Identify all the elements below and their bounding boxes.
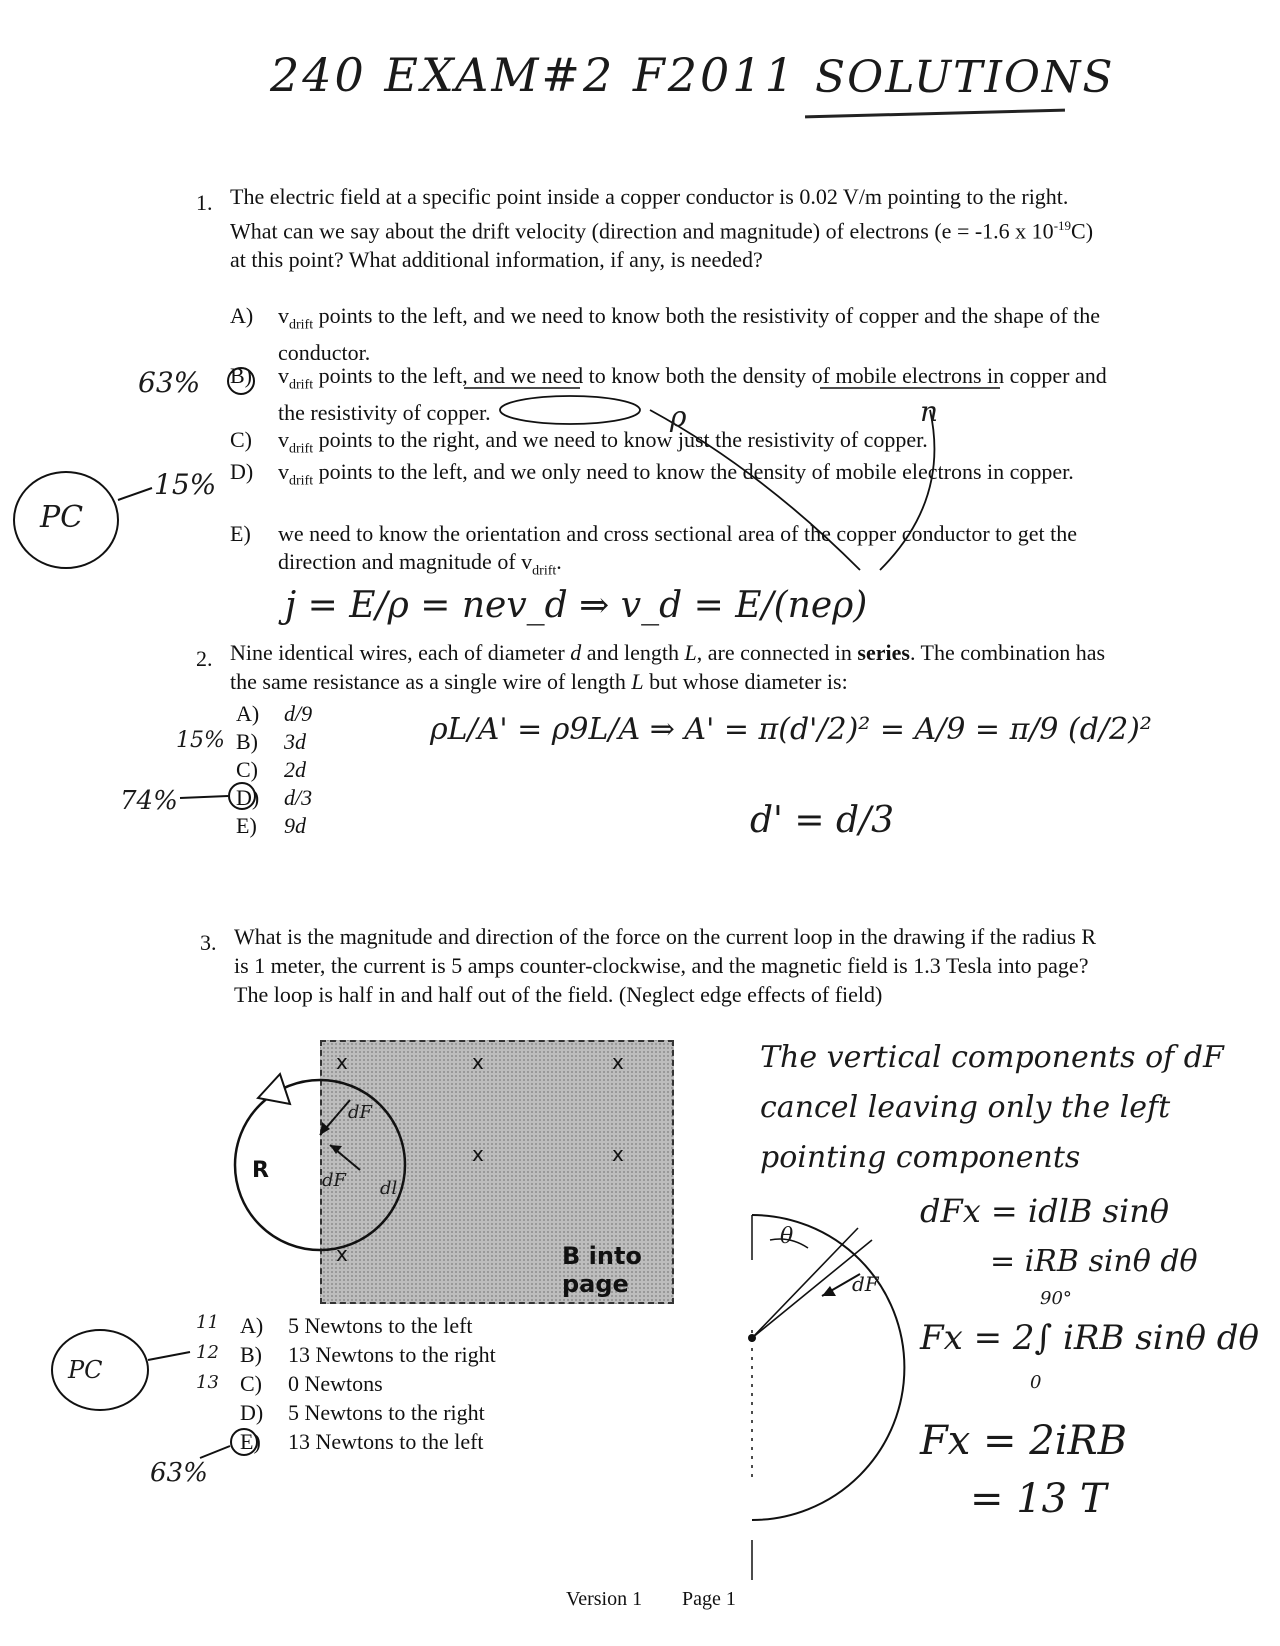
- df-label: dF: [348, 1102, 373, 1123]
- q3-option-e: E) 13 Newtons to the left: [240, 1429, 484, 1454]
- q3-option-c: C) 0 Newtons: [240, 1371, 383, 1396]
- q3-note-line-3: pointing components: [760, 1140, 1081, 1175]
- exam-title: 240 EXAM#2 F2011: [270, 48, 797, 102]
- field-x-mark: x: [612, 1050, 624, 1074]
- q1-note-rho: ρ: [670, 400, 687, 433]
- q1-note-n: n: [920, 395, 939, 428]
- field-x-mark: x: [336, 1050, 348, 1074]
- q1-option-d: D) $v_{drift}$ points to the left, and we only need to know the density of mobile electrons in copper.: [230, 459, 1074, 489]
- q3-pc-mark: PC: [68, 1356, 103, 1384]
- field-x-mark: x: [472, 1050, 484, 1074]
- field-x-mark: x: [472, 1142, 484, 1166]
- q3-option-b: B) 13 Newtons to the right: [240, 1342, 496, 1367]
- q3-eq-3-upper: 90°: [1040, 1288, 1072, 1309]
- solutions-title: SOLUTIONS: [815, 52, 1115, 103]
- question-number: 2.: [196, 646, 213, 671]
- question-number: 3.: [200, 930, 217, 955]
- q3-option-d: D) 5 Newtons to the right: [240, 1400, 485, 1425]
- q3-eq-2: = iRB sinθ dθ: [990, 1244, 1198, 1279]
- field-label: B into page: [562, 1242, 642, 1298]
- q2-option-d: D) d/3: [236, 785, 313, 810]
- question-text: What is the magnitude and direction of the force on the current loop in the drawing if the radius R is 1 meter, the current is 5 amps counter-clockwise, and the magnetic field is 1.3 Tesla into page? The loop is half in and half out of the field. (Neglect edge effects of field): [234, 924, 1097, 1007]
- q3-eq-5: = 13 T: [970, 1476, 1107, 1522]
- q3-eq-1: dFx = idlB sinθ: [920, 1192, 1170, 1230]
- q2-option-c: C) 2d: [236, 757, 306, 782]
- q3-percent-a: 11: [196, 1312, 219, 1333]
- q2-option-e: E) 9d: [236, 813, 306, 838]
- q2-option-b: B) 3d: [236, 729, 306, 754]
- q1-percent-b: 63%: [138, 366, 201, 399]
- field-x-mark: x: [612, 1142, 624, 1166]
- footer-page: Page 1: [682, 1588, 736, 1610]
- dl-label: dl: [380, 1178, 398, 1199]
- field-x-mark: x: [336, 1242, 348, 1266]
- q3-percent-e: 63%: [150, 1458, 208, 1488]
- question-text: Nine identical wires, each of diameter d and length L, are connected in series. The combination has the same resistance as a single wire of length L but whose diameter is:: [230, 640, 1106, 694]
- sketch-df: dF: [852, 1272, 879, 1296]
- question-number: 1.: [196, 190, 213, 215]
- q1-option-c: C) $v_{drift}$ points to the right, and we need to know just the resistivity of copper.: [230, 427, 928, 457]
- q3-option-a: A) 5 Newtons to the left: [240, 1313, 473, 1338]
- q1-pc-mark: PC: [40, 500, 84, 535]
- sketch-theta: θ: [780, 1224, 794, 1249]
- q1-option-e: E) we need to know the orientation and cross sectional area of the copper conductor to get the direction and magnitude of $v_{drift}$.: [230, 521, 1078, 579]
- question-text: The electric field at a specific point inside a copper conductor is 0.02 V/m pointing to the right. What can we say about the drift velocity (direction and magnitude) of electrons (e = -1.6 x $10^{-19}C$) at this point? What additional information, if any, is needed?: [230, 184, 1094, 273]
- q3-percent-c: 13: [196, 1372, 219, 1393]
- q2-percent-d: 74%: [120, 786, 178, 816]
- q3-eq-4: Fx = 2iRB: [920, 1418, 1128, 1464]
- q1-option-b: B) $v_{drift}$ points to the left, and we need to know both the density of mobile electrons in copper and the resistivity of copper.: [230, 363, 1107, 426]
- df-label: dF: [322, 1170, 347, 1191]
- q3-percent-b: 12: [196, 1342, 219, 1363]
- q2-option-a: A) d/9: [236, 701, 313, 726]
- q3-note-line-2: cancel leaving only the left: [760, 1090, 1171, 1125]
- q1-percent-d: 15%: [154, 468, 217, 501]
- q1-equation: j = E/ρ = nev_d ⇒ v_d = E/(neρ): [285, 585, 868, 626]
- q3-eq-3-lower: 0: [1030, 1372, 1042, 1393]
- q3-note-line-1: The vertical components of dF: [760, 1040, 1224, 1075]
- q2-work-2: d' = d/3: [750, 800, 895, 841]
- q2-percent-b: 15%: [176, 728, 225, 753]
- q1-option-a: A) $v_{drift}$ points to the left, and we need to know both the resistivity of copper and the shape of the conductor.: [230, 303, 1101, 366]
- q3-eq-3: Fx = 2∫ iRB sinθ dθ: [920, 1318, 1260, 1358]
- radius-label: R: [252, 1158, 269, 1183]
- q2-work-1: ρL/A' = ρ9L/A ⇒ A' = π(d'/2)² = A/9 = π/9 (d/2)²: [430, 712, 1152, 747]
- footer-version: Version 1: [566, 1588, 643, 1610]
